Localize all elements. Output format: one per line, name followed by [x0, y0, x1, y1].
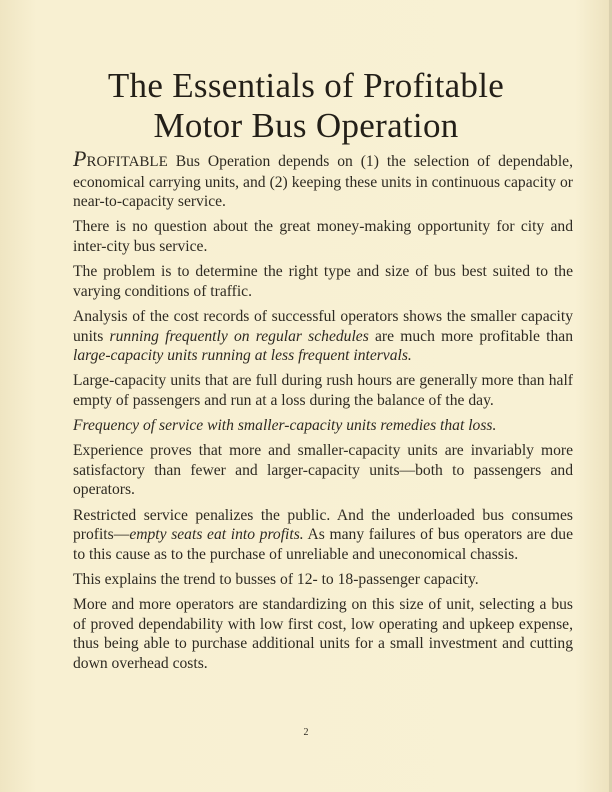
- title-line-2: Motor Bus Operation: [153, 106, 459, 145]
- text-run: Experience proves that more and smaller-capacity units are invariably more satisfactory than fewer and larger-capacity units—both to passengers and operators.: [73, 442, 573, 499]
- paragraph-6: [73, 416, 573, 436]
- paragraph-9: [73, 570, 573, 590]
- italic-run: empty seats eat into profits.: [129, 526, 304, 544]
- paragraph-5: [73, 371, 573, 410]
- title-line-1: The Essentials of Profitable: [107, 66, 505, 105]
- text-run: As many failures of bus operators are due to this cause as to the purchase of unreliable and uneconomical chassis.: [73, 526, 574, 563]
- paragraph-8: [73, 506, 573, 565]
- text-run: More and more operators are standardizing on this size of unit, selecting a bus of proved dependability with low first cost, low operating and upkeep expense, thus being able to purchase additional units for a small investment and cutting down overhead costs.: [73, 596, 573, 672]
- paragraph-2: [73, 217, 573, 256]
- page-number: 2: [303, 727, 309, 738]
- text-run: There is no question about the great money-making opportunity for city and inter-city bus service.: [73, 218, 573, 255]
- text-run: are much more profitable than: [368, 327, 573, 345]
- paragraph-3: [73, 262, 573, 301]
- text-run: Bus Operation depends on (1) the selection of dependable, economical carrying units, and (2) keeping these units in continuous capacity or near-to-capacity service.: [73, 153, 573, 211]
- text-run: This explains the trend to busses of 12- to 18-passenger capacity.: [73, 571, 479, 589]
- page-title: [0, 66, 612, 146]
- text-run: The problem is to determine the right type and size of bus best suited to the varying conditions of traffic.: [73, 263, 573, 300]
- small-caps-lead: ROFITABLE: [86, 154, 168, 170]
- drop-cap: P: [73, 146, 87, 171]
- text-run: Large-capacity units that are full during rush hours are generally more than half empty of passengers and run at a loss during the balance of the day.: [73, 372, 573, 409]
- paragraph-10: [73, 595, 573, 673]
- italic-run: large-capacity units running at less frequent intervals.: [73, 347, 412, 365]
- paragraph-4: [73, 307, 573, 366]
- body-text: [73, 146, 574, 679]
- paragraph-1: [73, 146, 573, 212]
- italic-run: Frequency of service with smaller-capacity units remedies that loss.: [73, 417, 497, 435]
- italic-run: running frequently on regular schedules: [109, 327, 369, 345]
- text-run: Analysis of the cost records of successful operators shows the smaller capacity units: [73, 307, 573, 345]
- text-run: Restricted service penalizes the public. And the underloaded bus consumes profits—: [73, 506, 573, 544]
- paragraph-7: [73, 441, 573, 500]
